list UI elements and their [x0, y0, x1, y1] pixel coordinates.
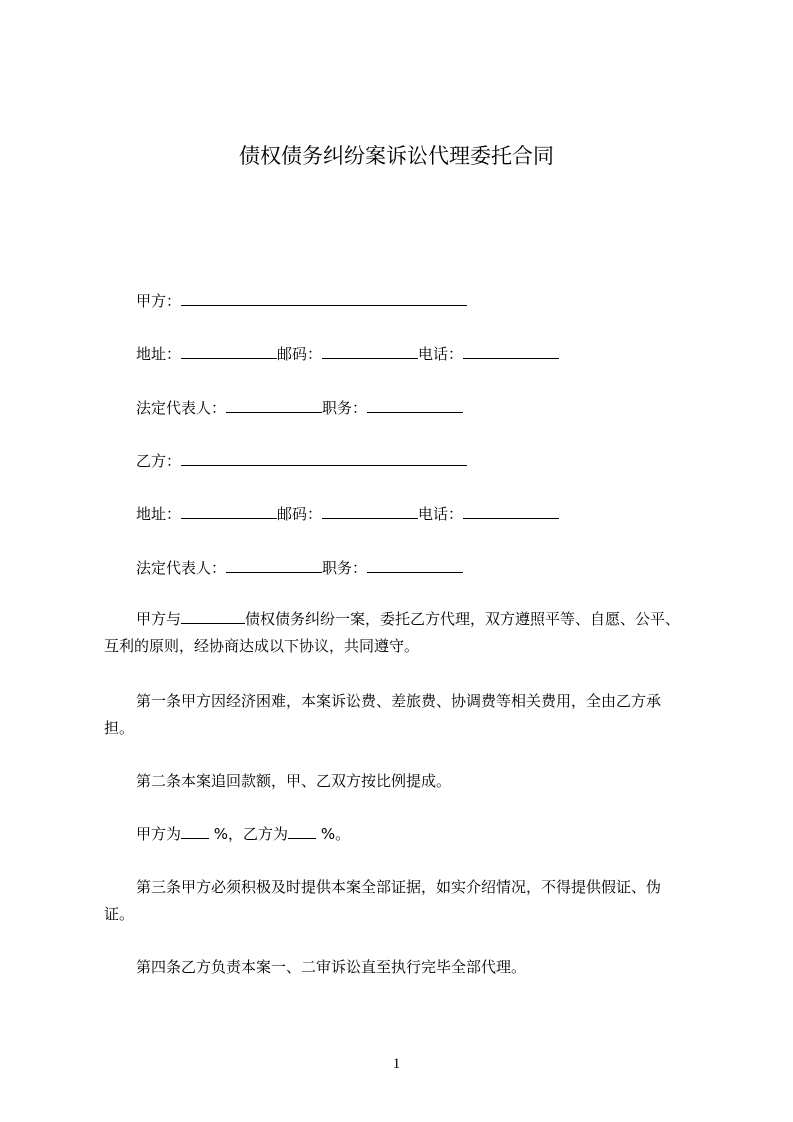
intro-line-1	[104, 606, 704, 633]
party-b-contact-line	[136, 503, 559, 525]
party-b-rep-line	[136, 557, 463, 579]
intro-prefix: 甲方与	[136, 610, 182, 628]
article-3-text-1: 第三条甲方必须积极及时提供本案全部证据，如实介绍情况，不得提供假证、伪	[136, 878, 662, 896]
party-a-phone-blank	[463, 343, 559, 359]
party-a-position-blank	[367, 397, 463, 413]
article-3-line-2: 证。	[104, 905, 135, 923]
article-1-paragraph	[104, 688, 704, 742]
party-b-rep-blank	[226, 557, 322, 573]
intro-line-2: 互利的原则，经协商达成以下协议，共同遵守。	[104, 637, 420, 655]
party-a-name-label: 甲方：	[136, 292, 182, 310]
article-3-paragraph	[104, 874, 704, 928]
party-b-address-blank	[181, 503, 277, 519]
party-a-address-label: 地址：	[136, 345, 182, 363]
article-1-line-2: 担。	[104, 719, 135, 737]
party-a-rep-label: 法定代表人：	[136, 399, 227, 417]
party-a-name-line	[136, 290, 467, 312]
party-b-name-line	[136, 450, 467, 472]
party-b-name-blank	[181, 450, 467, 466]
party-b-name-label: 乙方：	[136, 452, 182, 470]
ratio-a-label: 甲方为	[136, 825, 182, 843]
party-b-rep-label: 法定代表人：	[136, 559, 227, 577]
party-b-zip-blank	[322, 503, 418, 519]
document-title: 债权债务纠纷案诉讼代理委托合同	[239, 144, 554, 168]
party-a-name-blank	[181, 290, 467, 306]
party-a-position-label: 职务：	[322, 399, 368, 417]
ratio-a-unit: %，	[209, 825, 244, 843]
party-b-phone-label: 电话：	[418, 505, 464, 523]
intro-paragraph	[104, 606, 704, 660]
party-b-position-label: 职务：	[322, 559, 368, 577]
party-a-zip-label: 邮码：	[277, 345, 323, 363]
party-b-address-label: 地址：	[136, 505, 182, 523]
ratio-b-blank	[288, 823, 316, 839]
ratio-line	[136, 823, 350, 845]
party-b-zip-label: 邮码：	[277, 505, 323, 523]
opponent-blank	[181, 608, 245, 624]
party-a-rep-line	[136, 397, 463, 419]
page-number: 1	[392, 1056, 401, 1072]
article-4-line: 第四条乙方负责本案一、二审诉讼直至执行完毕全部代理。	[136, 958, 527, 976]
ratio-a-blank	[181, 823, 209, 839]
party-a-zip-blank	[322, 343, 418, 359]
party-a-phone-label: 电话：	[418, 345, 464, 363]
article-1-text-1: 第一条甲方因经济困难，本案诉讼费、差旅费、协调费等相关费用，全由乙方承	[136, 692, 662, 710]
party-a-contact-line	[136, 343, 559, 365]
ratio-b-unit: %。	[316, 825, 351, 843]
ratio-b-label: 乙方为	[243, 825, 289, 843]
article-2-line: 第二条本案追回款额，甲、乙双方按比例提成。	[136, 772, 452, 790]
intro-suffix: 债权债务纠纷一案，委托乙方代理，双方遵照平等、自愿、公平、	[245, 610, 681, 628]
party-a-address-blank	[181, 343, 277, 359]
party-b-position-blank	[367, 557, 463, 573]
party-a-rep-blank	[226, 397, 322, 413]
article-1-line-1	[104, 688, 704, 715]
party-b-phone-blank	[463, 503, 559, 519]
article-3-line-1	[104, 874, 704, 901]
